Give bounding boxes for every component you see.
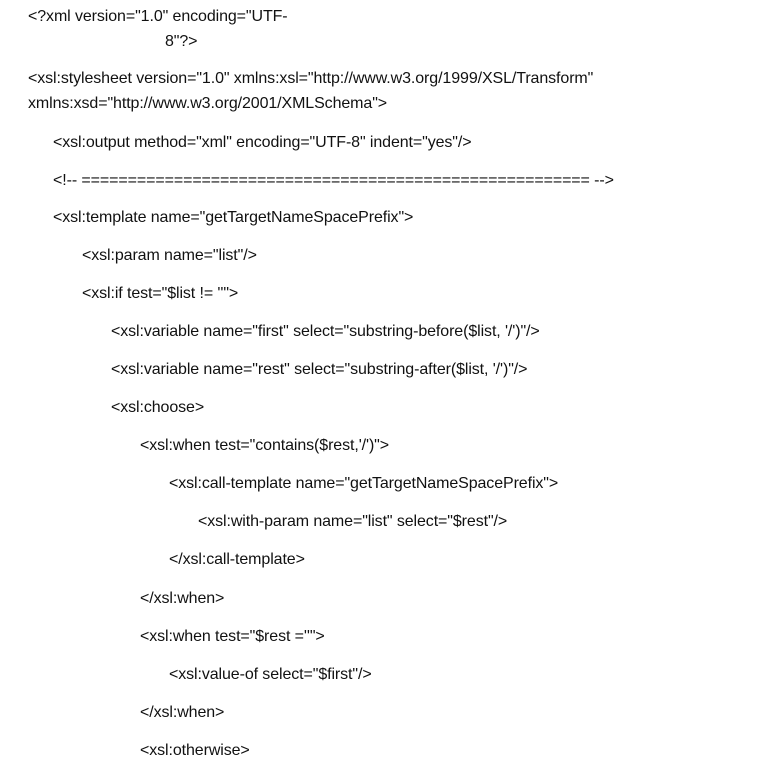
code-line-otherwise-open: <xsl:otherwise>: [140, 742, 250, 759]
code-line-variable-rest: <xsl:variable name="rest" select="substring-after($list, '/')"/>: [111, 361, 528, 378]
code-line-xml-declaration: <?xml version="1.0" encoding="UTF-: [28, 8, 288, 25]
code-line-stylesheet-open: <xsl:stylesheet version="1.0" xmlns:xsl="http://www.w3.org/1999/XSL/Transform": [28, 70, 594, 87]
code-line-comment-divider: <!-- ======================================================= -->: [53, 172, 614, 189]
code-line-when-close-2: </xsl:when>: [140, 704, 225, 721]
code-line-choose-open: <xsl:choose>: [111, 399, 205, 416]
code-line-if-open: <xsl:if test="$list != ''">: [82, 285, 239, 302]
code-line-param: <xsl:param name="list"/>: [82, 247, 257, 264]
code-line-when-contains: <xsl:when test="contains($rest,'/')">: [140, 437, 389, 454]
code-line-when-close-1: </xsl:when>: [140, 590, 225, 607]
code-line-with-param: <xsl:with-param name="list" select="$rest"/>: [198, 513, 508, 530]
code-line-value-of: <xsl:value-of select="$first"/>: [169, 666, 372, 683]
code-line-xml-declaration-wrap: 8"?>: [165, 33, 198, 50]
code-line-template-open: <xsl:template name="getTargetNameSpacePrefix">: [53, 209, 414, 226]
code-line-call-template-open: <xsl:call-template name="getTargetNameSpacePrefix">: [169, 475, 559, 492]
code-line-variable-first: <xsl:variable name="first" select="substring-before($list, '/')"/>: [111, 323, 540, 340]
code-line-output: <xsl:output method="xml" encoding="UTF-8" indent="yes"/>: [53, 134, 472, 151]
code-line-call-template-close: </xsl:call-template>: [169, 551, 305, 568]
code-line-when-empty: <xsl:when test="$rest =''">: [140, 628, 325, 645]
code-line-stylesheet-namespace: xmlns:xsd="http://www.w3.org/2001/XMLSchema">: [28, 95, 388, 112]
